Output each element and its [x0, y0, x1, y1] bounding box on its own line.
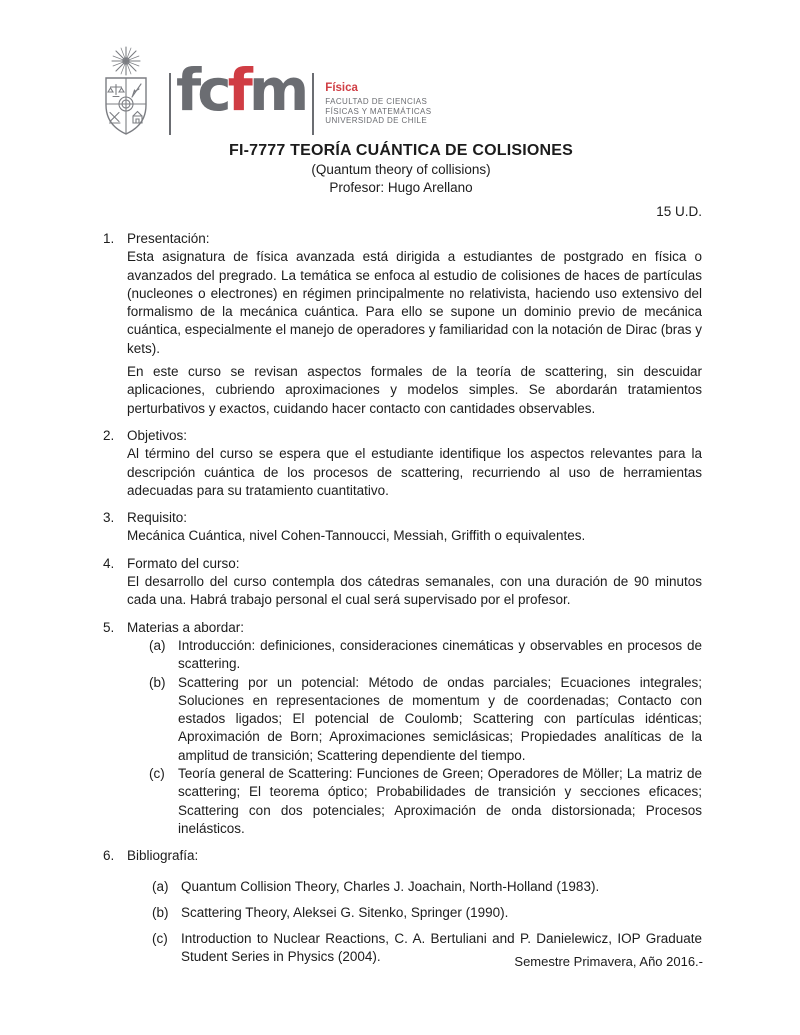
- section-title: Requisito:: [127, 510, 188, 526]
- footer-date: Semestre Primavera, Año 2016.-: [514, 954, 703, 969]
- list-item: [127, 637, 702, 674]
- section-number: 5.: [103, 619, 115, 635]
- section-title: Objetivos:: [127, 427, 188, 443]
- logo-department: Física: [325, 82, 358, 94]
- logo-faculty-line: FÍSICAS Y MATEMÁTICAS: [325, 106, 432, 116]
- list-item: [127, 765, 702, 838]
- fcfm-letter: m: [248, 56, 306, 124]
- section-title: Materias a abordar:: [127, 619, 245, 635]
- list-item-text: Introduction to Nuclear Reactions, C. A. Bertuliani and P. Danielewicz, IOP Graduate Student Series in Physics (2004).: [181, 931, 702, 965]
- section: [100, 230, 702, 418]
- section: [100, 619, 702, 839]
- logo-divider-right: [312, 73, 314, 135]
- list-item-text: Teoría general de Scattering: Funciones de Green; Operadores de Möller; La matriz de scattering; El teorema óptico; Probabilidades de transición y secciones eficaces; Scattering con dos potenciales; Aproximación de onda distorsionada; Procesos inelásticos.: [178, 766, 702, 836]
- section-paragraph: Esta asignatura de física avanzada está dirigida a estudiantes de postgrado en física o avanzados del pregrado. La temática se enfoca al estudio de colisiones de haces de partículas (nucleones o electrones) en régimen principalmente no relativista, haciendo uso extensivo del formalismo de la mecánica cuántica. Para ello se supone un dominio previo de mecánica cuántica, especialmente el manejo de operadores y familiaridad con la notación de Dirac (bras y kets).: [127, 249, 702, 356]
- section: [100, 555, 702, 610]
- list-item: [127, 878, 702, 896]
- section-body: [127, 573, 702, 610]
- section-paragraph: Mecánica Cuántica, nivel Cohen-Tannoucci, Messiah, Griffith o equivalentes.: [127, 528, 586, 544]
- section-number: 4.: [103, 555, 115, 571]
- university-crest-icon: [95, 45, 157, 137]
- section-paragraph: Al término del curso se espera que el estudiante identifique los aspectos relevantes para la descripción cuántica de los procesos de scattering, recurriendo al uso de herramientas adecuadas para su tratamiento cuantitativo.: [127, 446, 702, 498]
- section-number: 1.: [103, 231, 115, 246]
- section-body: [127, 248, 702, 418]
- list-item: [127, 674, 702, 765]
- fcfm-letter: c: [197, 56, 228, 124]
- credits-label: 15 U.D.: [656, 204, 702, 219]
- section-number: 6.: [103, 848, 115, 864]
- university-logo: [95, 45, 432, 137]
- section-title: Presentación:: [127, 231, 210, 246]
- logo-divider-left: [169, 73, 171, 135]
- section-body: [127, 637, 702, 838]
- list-item-label: (b): [152, 904, 169, 920]
- list-item-label: (b): [149, 674, 166, 690]
- section-number: 3.: [103, 510, 115, 526]
- section-title: Formato del curso:: [127, 555, 240, 571]
- section-number: 2.: [103, 427, 115, 443]
- fcfm-logotype: [176, 56, 306, 124]
- list-item-label: (c): [149, 766, 165, 782]
- section-body: [127, 527, 702, 545]
- list-item: [127, 904, 702, 922]
- list-item-label: (c): [152, 931, 168, 947]
- logo-faculty-line: FACULTAD DE CIENCIAS: [325, 97, 428, 106]
- fcfm-letter: f: [227, 56, 249, 124]
- course-title: FI-7777 TEORÍA CUÁNTICA DE COLISIONES: [228, 142, 574, 159]
- section-title: Bibliografía:: [127, 848, 199, 864]
- logo-text-block: [325, 82, 431, 126]
- section-body: [127, 445, 702, 500]
- list-item-text: Quantum Collision Theory, Charles J. Joachain, North-Holland (1983).: [181, 878, 600, 894]
- list-item-text: Introducción: definiciones, consideraciones cinemáticas y observables en procesos de scattering.: [178, 637, 702, 672]
- list-item-text: Scattering Theory, Aleksei G. Sitenko, Springer (1990).: [181, 904, 509, 920]
- section: [100, 509, 702, 546]
- logo-faculty-line: UNIVERSIDAD DE CHILE: [325, 116, 428, 125]
- list-item-label: (a): [149, 637, 166, 653]
- sections: [100, 230, 702, 967]
- section: [100, 847, 702, 966]
- section-paragraph: El desarrollo del curso contempla dos cátedras semanales, con una duración de 90 minutos cada una. Habrá trabajo personal el cual será supervisado por el profesor.: [127, 574, 702, 608]
- section: [100, 427, 702, 500]
- list-item-label: (a): [152, 878, 169, 894]
- professor-line: Profesor: Hugo Arellano: [329, 180, 473, 195]
- list-item-text: Scattering por un potencial: Método de ondas parciales; Ecuaciones integrales; Soluciones en representaciones de momentum y de coordenadas; Contacto con estados ligados; El potencial de Coulomb; Scattering con partículas idénticas; Aproximación de Born; Aproximaciones semiclásicas; Propiedades analíticas de la amplitud de transición; Scattering dependiente del tiempo.: [178, 674, 702, 763]
- section-paragraph: En este curso se revisan aspectos formales de la teoría de scattering, sin descuidar aplicaciones, cubriendo aproximaciones y modelos simples. Se abordarán tratamientos perturbativos y exactos, cuidando hacer contacto con cantidades observables.: [127, 364, 702, 416]
- course-subtitle: (Quantum theory of collisions): [311, 162, 491, 177]
- fcfm-letter: f: [176, 56, 198, 124]
